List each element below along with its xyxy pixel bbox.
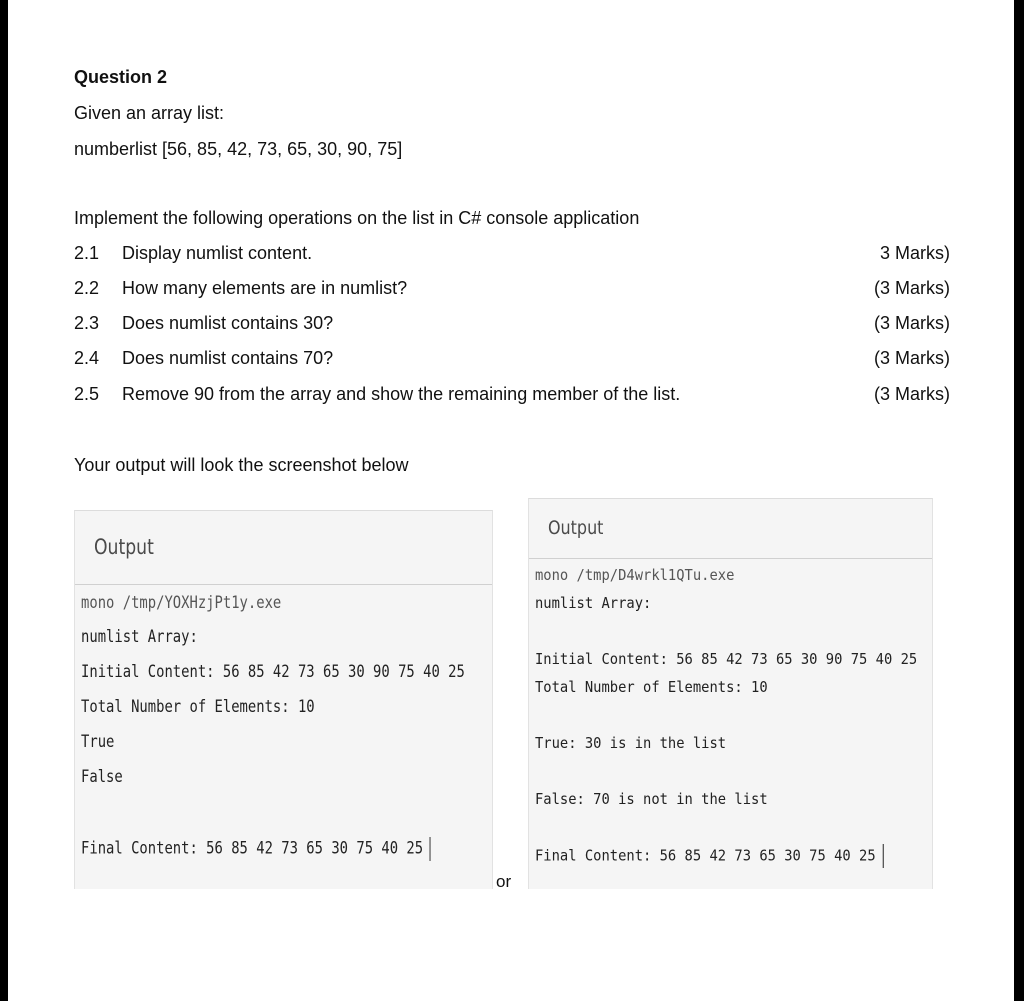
console-line-final <box>535 844 884 868</box>
console-line: False <box>81 767 123 786</box>
output-header <box>529 499 932 559</box>
output-panel-right <box>528 498 933 889</box>
item-number: 2.4 <box>74 348 100 368</box>
console-line: numlist Array: <box>535 594 652 612</box>
console-line-text: Final Content: 56 85 42 73 65 30 75 40 25 <box>81 838 424 858</box>
console-line: mono /tmp/D4wrkl1QTu.exe <box>535 566 735 584</box>
item-marks: (3 Marks) <box>874 278 950 298</box>
output-header <box>75 511 492 585</box>
console-line: Initial Content: 56 85 42 73 65 30 90 75 40 25 <box>81 662 465 681</box>
item-number: 2.5 <box>74 384 100 404</box>
output-header-label: Output <box>548 517 604 539</box>
instruction-text: Implement the following operations on the list in C# console application <box>74 208 640 228</box>
item-marks: (3 Marks) <box>874 348 950 368</box>
output-note: Your output will look the screenshot below <box>74 455 409 475</box>
console-line: Initial Content: 56 85 42 73 65 30 90 75 40 25 <box>535 650 918 668</box>
console-line: mono /tmp/YOXHzjPt1y.exe <box>81 593 282 612</box>
console-line-final <box>81 837 431 861</box>
item-text: Display numlist content. <box>122 243 313 263</box>
console-line: True: 30 is in the list <box>535 734 727 752</box>
item-text: Does numlist contains 30? <box>122 313 334 333</box>
text-cursor <box>430 837 431 861</box>
console-line: Total Number of Elements: 10 <box>81 697 315 716</box>
item-marks: 3 Marks) <box>879 243 950 263</box>
console-line: Total Number of Elements: 10 <box>535 678 768 696</box>
output-panel-left <box>74 510 493 889</box>
item-text: Remove 90 from the array and show the remaining member of the list. <box>122 384 681 404</box>
question-title: Question 2 <box>74 67 168 87</box>
console-line: False: 70 is not in the list <box>535 790 768 808</box>
item-marks: (3 Marks) <box>874 313 950 333</box>
array-definition: numberlist [56, 85, 42, 73, 65, 30, 90, 75] <box>74 139 403 159</box>
output-header-label: Output <box>94 535 154 559</box>
item-number: 2.2 <box>74 278 100 298</box>
console-line: numlist Array: <box>81 627 198 646</box>
or-label: or <box>496 872 512 891</box>
text-cursor <box>883 844 884 868</box>
console-line: True <box>81 732 115 751</box>
item-number: 2.1 <box>74 243 100 263</box>
item-marks: (3 Marks) <box>874 384 950 404</box>
item-number: 2.3 <box>74 313 100 333</box>
item-text: How many elements are in numlist? <box>122 278 408 298</box>
document-page <box>8 0 1014 1001</box>
console-line-text: Final Content: 56 85 42 73 65 30 75 40 25 <box>535 846 876 865</box>
item-text: Does numlist contains 70? <box>122 348 334 368</box>
intro-text: Given an array list: <box>74 103 225 123</box>
